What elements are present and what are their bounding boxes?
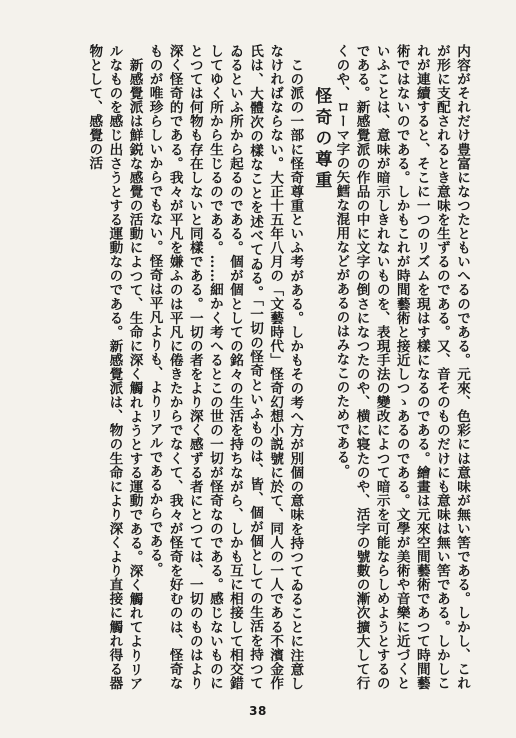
- vertical-text-body: [40, 44, 472, 690]
- page-number: 38: [249, 704, 267, 718]
- paragraph-kaiki: この派の一部に怪奇尊重といふ考がある。しかもその考へ方が別個の意味を持つてゐることに注意しなければならない。大正十五年八月の「文藝時代」怪奇幻想小説號に於て、同人の一人である不濱金作氏は、大體次の樣なことを述べてゐる。「一切の怪奇といふものは、皆、個が個としての生活を持つてゐるといふ所から起るのである。個が個としての銘々の生活を持ちながら、しかも互に相接して相交錯してゆく所から生じるのである。……細かく考へるとこの世の一切が怪奇なのである。感じないものにとつては何物も存在しないと同樣である。一切の者をより深く感ずる者にとつては、一切のものはより深く怪奇的である。我々が平凡を嫌ふのは平凡に倦きたからでなくて、我々が怪奇を好むのは、怪奇なものが唯珍らしいからでもない。怪奇は平凡よりも、よりリアルであるからである。: [146, 44, 304, 690]
- paragraph-intro: 内容がそれだけ豊富になつたともいへるのである。元來、色彩には意味が無い筈である。しかし、これが形に支配されるとき意味を生ずるのである。又、音そのものだけにも意味は無い筈である。しかしこれが連續すると、そこに一つのリズムを現はす樣になるのである。繪畫は元來空間藝術であつて時間藝術ではないのである。しかもこれが時間藝術と接近しつゝあるのである。文學が美術や音樂に近づくといふことは、意味が暗示しきれないものを、表現手法の變改によつて暗示を可能ならしめようとするのである。新感覺派の作品の中に文字の倒さになつたのや、横に寝たのや、活字の號數の漸次擴大して行くのや、ローマ字の矢鱈な混用などがあるのはみなこのためである。: [333, 44, 470, 690]
- section-heading: 怪奇の尊重: [311, 86, 332, 192]
- paragraph-shinkankaku: 新感覺派は鮮鋭な感覺の活動によつて、生命に深く觸れようとする運動である。深く觸れてよりリアルなものを感じ出さうとする運動なのである。新感覺派は、物の生命により深くより直接に觸れ得る器物として、感覺の活: [86, 44, 143, 690]
